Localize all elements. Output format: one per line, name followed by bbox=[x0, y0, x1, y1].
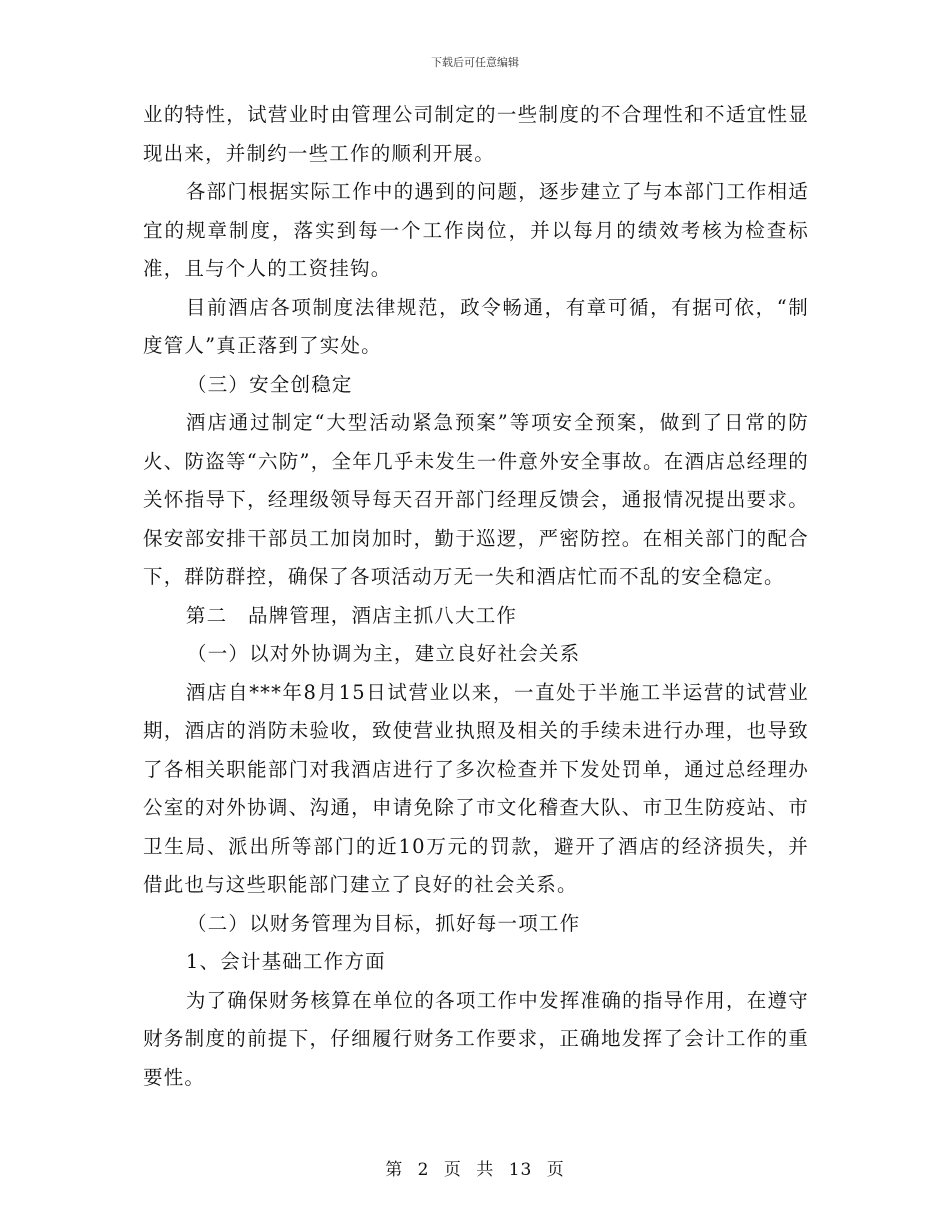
footer-total-prefix: 共 bbox=[476, 1160, 495, 1180]
page-number-footer bbox=[0, 1155, 950, 1180]
paragraph-accounting: 为了确保财务核算在单位的各项工作中发挥准确的指导作用，在遵守财务制度的前提下，仔细履行财务工作要求，正确地发挥了会计工作的重要性。 bbox=[143, 988, 809, 1089]
section-heading-finance: （二）以财务管理为目标，抓好每一项工作 bbox=[187, 911, 581, 935]
paragraph-safety: 酒店通过制定“大型活动紧急预案”等项安全预案，做到了日常的防火、防盗等“六防”，全年几乎未发生一件意外安全事故。在酒店总经理的关怀指导下，经理级领导每天召开部门经理反馈会，通报情况提出要求。保安部安排干部员工加岗加时，勤于巡逻，严密防控。在相关部门的配合下，群防群控，确保了各项活动万无一失和酒店忙而不乱的安全稳定。 bbox=[143, 411, 809, 588]
footer-page-unit: 页 bbox=[443, 1160, 462, 1180]
footer-total-unit: 页 bbox=[546, 1160, 565, 1180]
footer-total-pages: 13 bbox=[508, 1160, 533, 1180]
footer-prefix: 第 bbox=[385, 1160, 404, 1180]
paragraph-coordination: 酒店自***年8月15日试营业以来，一直处于半施工半运营的试营业期，酒店的消防未验收，致使营业执照及相关的手续未进行办理，也导致了各相关职能部门对我酒店进行了多次检查并下发处罚单，通过总经理办公室的对外协调、沟通，申请免除了市文化稽查大队、市卫生防疫站、市卫生局、派出所等部门的近10万元的罚款，避开了酒店的经济损失，并借此也与这些职能部门建立了良好的社会关系。 bbox=[143, 680, 809, 896]
paragraph-department-rules: 各部门根据实际工作中的遇到的问题，逐步建立了与本部门工作相适宜的规章制度，落实到每一个工作岗位，并以每月的绩效考核为检查标准，且与个人的工资挂钩。 bbox=[143, 180, 809, 280]
section-heading-brand: 第二 品牌管理，酒店主抓八大工作 bbox=[185, 603, 518, 627]
header-note: 下载后可任意编辑 bbox=[431, 56, 519, 69]
paragraph-continuation: 业的特性，试营业时由管理公司制定的一些制度的不合理性和不适宜性显现出来，并制约一些工作的顺利开展。 bbox=[143, 103, 809, 165]
section-heading-safety: （三）安全创稳定 bbox=[187, 372, 353, 396]
paragraph-current-rules: 目前酒店各项制度法律规范，政令畅通，有章可循，有据可依，“制度管人”真正落到了实处。 bbox=[143, 295, 809, 357]
section-heading-coordination: （一）以对外协调为主，建立良好社会关系 bbox=[187, 642, 581, 665]
document-body bbox=[143, 96, 809, 1097]
footer-page-number: 2 bbox=[417, 1160, 430, 1180]
section-heading-accounting: 1、会计基础工作方面 bbox=[185, 950, 386, 973]
